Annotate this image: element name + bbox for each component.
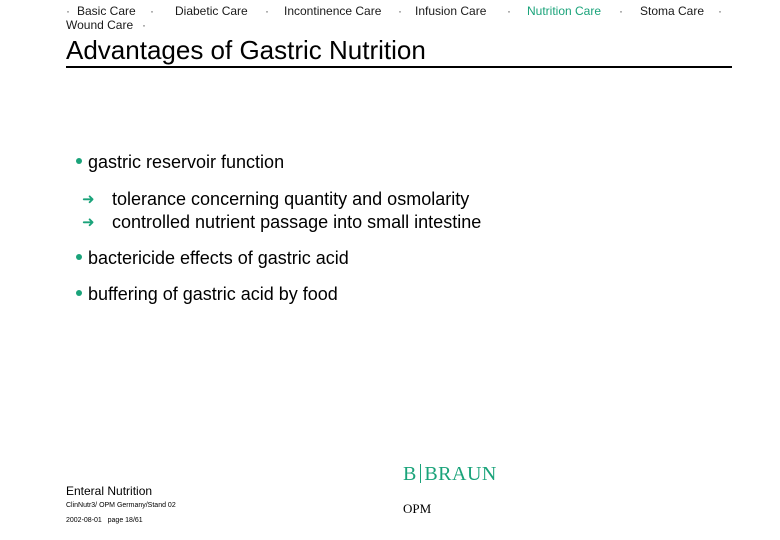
sub-item <box>82 189 469 210</box>
bullet-item <box>76 248 349 269</box>
nav-nutrition-care[interactable]: Nutrition Care <box>527 4 602 18</box>
footer-unit: OPM <box>403 501 432 516</box>
bullet-text: buffering of gastric acid by food <box>88 284 338 304</box>
logo-divider <box>420 464 422 483</box>
footer-reference: ClinNutr3/ OPM Germany/Stand 02 <box>66 502 176 509</box>
logo-word: BRAUN <box>424 463 497 485</box>
dot-bullet-icon <box>76 254 82 260</box>
right-arrow-icon: ➜ <box>82 191 95 209</box>
nav-basic-care[interactable]: Basic Care <box>77 4 136 18</box>
nav-separator: · <box>265 4 269 18</box>
nav-separator: · <box>619 4 623 18</box>
bullet-item <box>76 284 338 305</box>
bullet-text: gastric reservoir function <box>88 152 285 172</box>
footer-section: Enteral Nutrition <box>66 484 153 498</box>
nav-infusion-care[interactable]: Infusion Care <box>415 4 487 18</box>
nav-separator: · <box>507 4 511 18</box>
nav-separator: · <box>150 4 154 18</box>
nav-separator: · <box>718 4 722 18</box>
sub-item <box>82 212 481 233</box>
bullet-item <box>76 152 284 173</box>
footer-date-page: 2002-08-01 page 18/61 <box>66 517 143 524</box>
nav-separator: · <box>142 18 146 32</box>
nav-diabetic-care[interactable]: Diabetic Care <box>175 4 248 18</box>
sub-text: controlled nutrient passage into small intestine <box>112 212 482 232</box>
nav-stoma-care[interactable]: Stoma Care <box>640 4 705 18</box>
nav-wound-care[interactable]: Wound Care <box>66 18 134 32</box>
sub-text: tolerance concerning quantity and osmolarity <box>112 189 470 209</box>
right-arrow-icon: ➜ <box>82 214 95 232</box>
dot-bullet-icon <box>76 290 82 296</box>
nav-separator: · <box>66 4 70 18</box>
nav-separator: · <box>398 4 402 18</box>
bbraun-logo <box>403 463 497 486</box>
nav-incontinence-care[interactable]: Incontinence Care <box>284 4 382 18</box>
page-title: Advantages of Gastric Nutrition <box>66 35 732 68</box>
dot-bullet-icon <box>76 158 82 164</box>
logo-letter: B <box>403 463 417 485</box>
bullet-text: bactericide effects of gastric acid <box>88 248 349 268</box>
